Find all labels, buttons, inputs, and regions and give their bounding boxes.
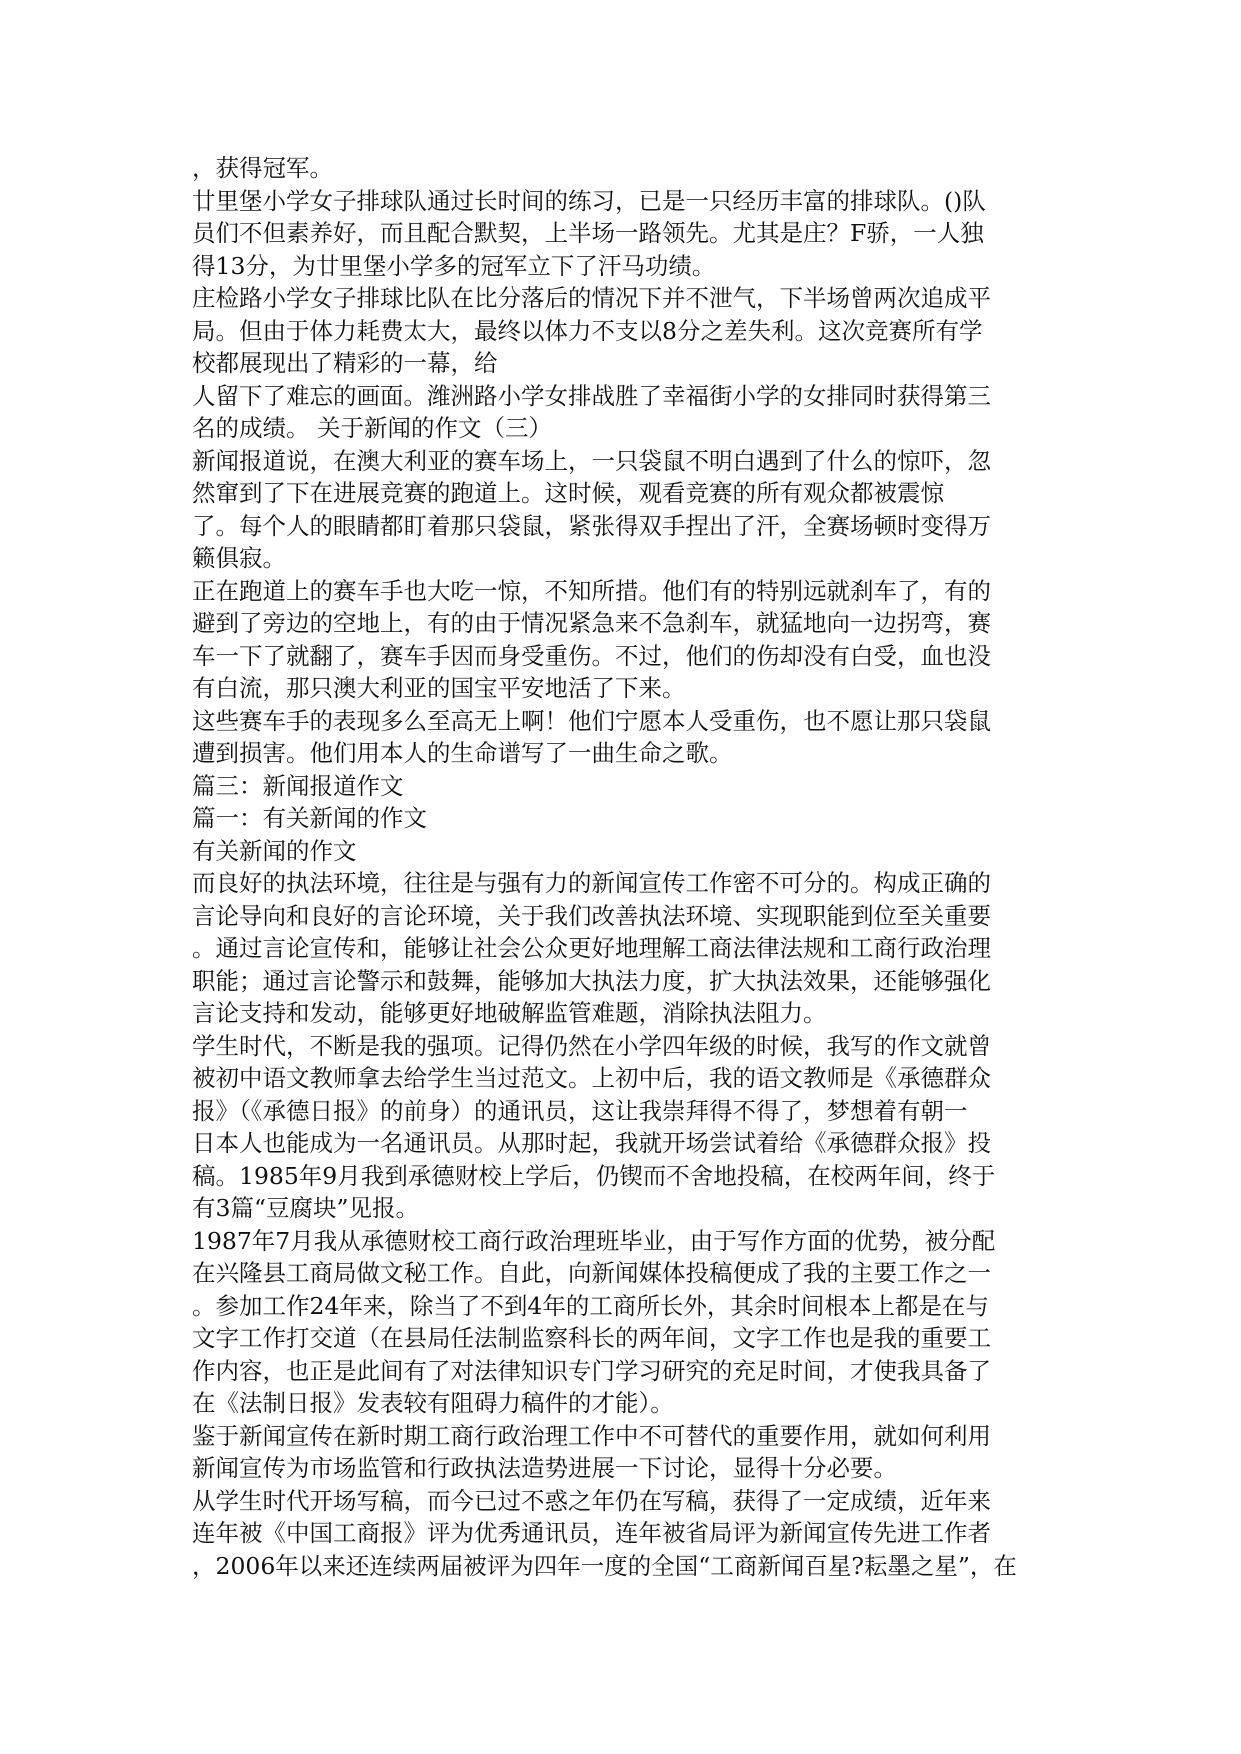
- text-line: 廿里堡小学女子排球队通过长时间的练习，已是一只经历丰富的排球队。()队: [192, 186, 986, 215]
- text-line: 鉴于新闻宣传在新时期工商行政治理工作中不可替代的重要作用，就如何利用: [192, 1421, 991, 1450]
- text-line: 校都展现出了精彩的一幕，给: [192, 349, 498, 377]
- text-line: 遭到损害。他们用本人的生命谱写了一曲生命之歌。: [192, 739, 733, 767]
- article-title: 有关新闻的作文: [192, 836, 357, 865]
- text-line: 在兴隆县工商局做文秘工作。自此，向新闻媒体投稿便成了我的主要工作之一: [192, 1259, 991, 1287]
- text-line: 了。每个人的眼睛都盯着那只袋鼠，紧张得双手捏出了汗，全赛场顿时变得万: [192, 511, 991, 540]
- text-line: ，2006年以来还连续两届被评为四年一度的全国“工商新闻百星?耘墨之星”，在: [192, 1551, 1017, 1580]
- text-line: 有3篇“豆腐块”见报。: [192, 1194, 419, 1222]
- document-body: [192, 152, 1052, 1582]
- text-line: 得13分，为廿里堡小学多的冠军立下了汗马功绩。: [192, 251, 716, 280]
- text-line: 言论支持和发动，能够更好地破解监管难题，消除执法阻力。: [192, 999, 827, 1027]
- text-line: 言论导向和良好的言论环境，关于我们改善执法环境、实现职能到位至关重要: [192, 901, 991, 930]
- text-line: 文字工作打交道（在县局任法制监察科长的两年间，文字工作也是我的重要工: [192, 1324, 991, 1352]
- text-line: 在《法制日报》发表较有阻碍力稿件的才能）。: [192, 1389, 674, 1417]
- text-line: 作内容，也正是此间有了对法律知识专门学习研究的充足时间，才使我具备了: [192, 1356, 991, 1385]
- text-line: 。通过言论宣传和，能够让社会公众更好地理解工商法律法规和工商行政治理: [192, 934, 991, 962]
- text-line: 从学生时代开场写稿，而今已过不惑之年仍在写稿，获得了一定成绩，近年来: [192, 1486, 991, 1515]
- text-line: 局。但由于体力耗费太大，最终以体力不支以8分之差失利。这次竞赛所有学: [192, 316, 983, 345]
- text-line: ，获得冠军。: [192, 154, 333, 182]
- text-line: 人留下了难忘的画面。潍洲路小学女排战胜了幸福街小学的女排同时获得第三: [192, 381, 991, 410]
- text-line: 连年被《中国工商报》评为优秀通讯员，连年被省局评为新闻宣传先进工作者: [192, 1519, 991, 1547]
- text-line: 。参加工作24年来，除当了不到4年的工商所长外，其余时间根本上都是在与: [192, 1291, 989, 1320]
- text-line: 被初中语文教师拿去给学生当过范文。上初中后，我的语文教师是《承德群众: [192, 1064, 991, 1092]
- text-line: 职能；通过言论警示和鼓舞，能够加大执法力度，扩大执法效果，还能够强化: [192, 966, 991, 995]
- text-line: 名的成绩。 关于新闻的作文（三）: [192, 414, 552, 442]
- text-line: 而良好的执法环境，往往是与强有力的新闻宣传工作密不可分的。构成正确的: [192, 869, 991, 897]
- text-line: 籁俱寂。: [192, 544, 286, 572]
- text-line: 正在跑道上的赛车手也大吃一惊，不知所措。他们有的特别远就刹车了，有的: [192, 576, 991, 605]
- text-line: 学生时代，不断是我的强项。记得仍然在小学四年级的时候，我写的作文就曾: [192, 1031, 991, 1060]
- section-heading: 篇三：新闻报道作文: [192, 771, 404, 800]
- text-line: 然窜到了下在进展竞赛的跑道上。这时候，观看竞赛的所有观众都被震惊: [192, 479, 944, 507]
- text-line: 员们不但素养好，而且配合默契，上半场一路领先。尤其是庄？F骄，一人独: [192, 219, 984, 247]
- text-line: 这些赛车手的表现多么至高无上啊！他们宁愿本人受重伤，也不愿让那只袋鼠: [192, 706, 991, 735]
- text-line: 车一下了就翻了，赛车手因而身受重伤。不过，他们的伤却没有白受，血也没: [192, 641, 991, 670]
- text-line: 1987年7月我从承德财校工商行政治理班毕业，由于写作方面的优势，被分配: [192, 1226, 996, 1255]
- text-line: 庄检路小学女子排球比队在比分落后的情况下并不泄气，下半场曾两次追成平: [192, 284, 991, 312]
- text-line: 报》（《承德日报》的前身）的通讯员，这让我崇拜得不得了，梦想着有朝一: [192, 1096, 968, 1125]
- text-line: 日本人也能成为一名通讯员。从那时起，我就开场尝试着给《承德群众报》投: [192, 1129, 991, 1157]
- text-line: 有白流，那只澳大利亚的国宝平安地活了下来。: [192, 674, 686, 702]
- text-line: 避到了旁边的空地上，有的由于情况紧急来不急刹车，就猛地向一边拐弯，赛: [192, 609, 991, 637]
- text-line: 新闻宣传为市场监管和行政执法造势进展一下讨论，显得十分必要。: [192, 1454, 897, 1482]
- section-heading: 篇一：有关新闻的作文: [192, 804, 427, 832]
- text-line: 稿。1985年9月我到承德财校上学后，仍锲而不舍地投稿，在校两年间，终于: [192, 1161, 996, 1190]
- text-line: 新闻报道说，在澳大利亚的赛车场上，一只袋鼠不明白遇到了什么的惊吓，忽: [192, 446, 991, 475]
